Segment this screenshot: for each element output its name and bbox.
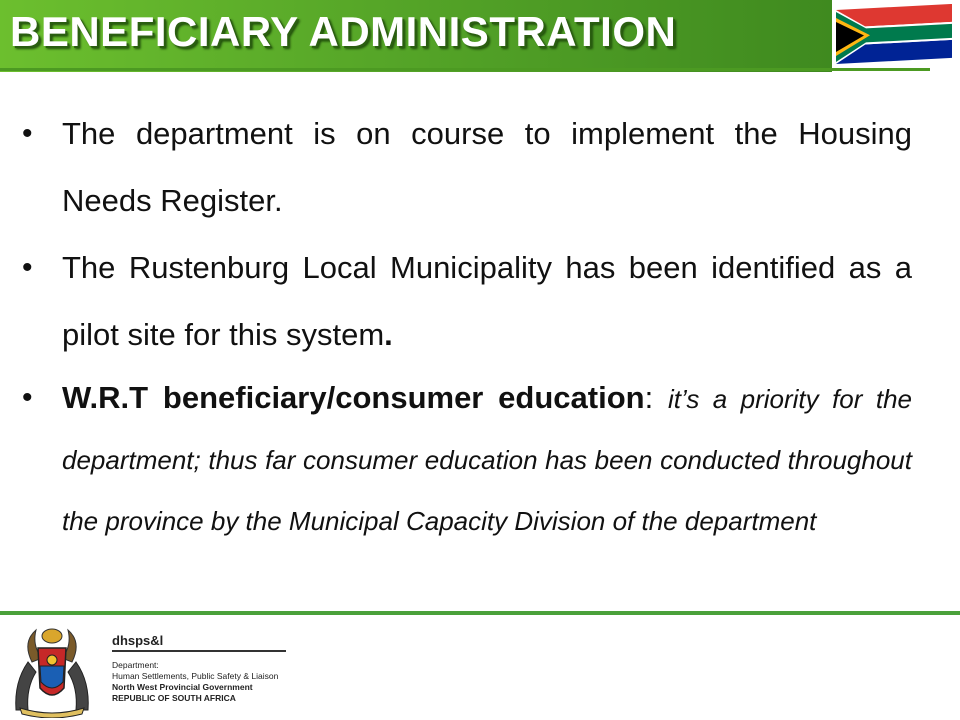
dept-government: North West Provincial Government (112, 682, 253, 692)
bullet-list (22, 100, 912, 551)
bullet-item-3 (22, 368, 912, 551)
title-underline (0, 68, 930, 71)
bullet-text: The department is on course to implement the Housing Needs Register. (62, 116, 912, 218)
dept-details (112, 660, 278, 704)
dept-label: Department: (112, 660, 159, 670)
bullet-dot-icon: • (22, 251, 33, 284)
bullet-text: The Rustenburg Local Municipality has been identified as a pilot site for this system (62, 250, 912, 352)
bullet-colon: : (644, 380, 654, 415)
bullet-lead: W.R.T beneficiary/consumer education (62, 380, 645, 415)
dept-country: REPUBLIC OF SOUTH AFRICA (112, 693, 236, 703)
bullet-dot-icon: • (22, 117, 33, 150)
dept-full-name: Human Settlements, Public Safety & Liaison (112, 671, 279, 681)
bullet-period: . (384, 317, 393, 352)
bullet-text: it’s a priority for the department; thus far consumer education has been conducted throughout the province by the Municipal Capacity Division of the department (62, 384, 912, 536)
north-west-coat-of-arms-icon (2, 622, 102, 718)
footer-divider (0, 611, 960, 615)
slide-title: BENEFICIARY ADMINISTRATION (10, 8, 677, 55)
bullet-dot-icon: • (22, 381, 33, 414)
bullet-item-2 (22, 234, 912, 368)
bullet-item-1 (22, 100, 912, 234)
dept-underline (112, 650, 286, 652)
south-africa-flag-icon (836, 4, 952, 64)
dept-short-name: dhsps&l (112, 633, 164, 648)
